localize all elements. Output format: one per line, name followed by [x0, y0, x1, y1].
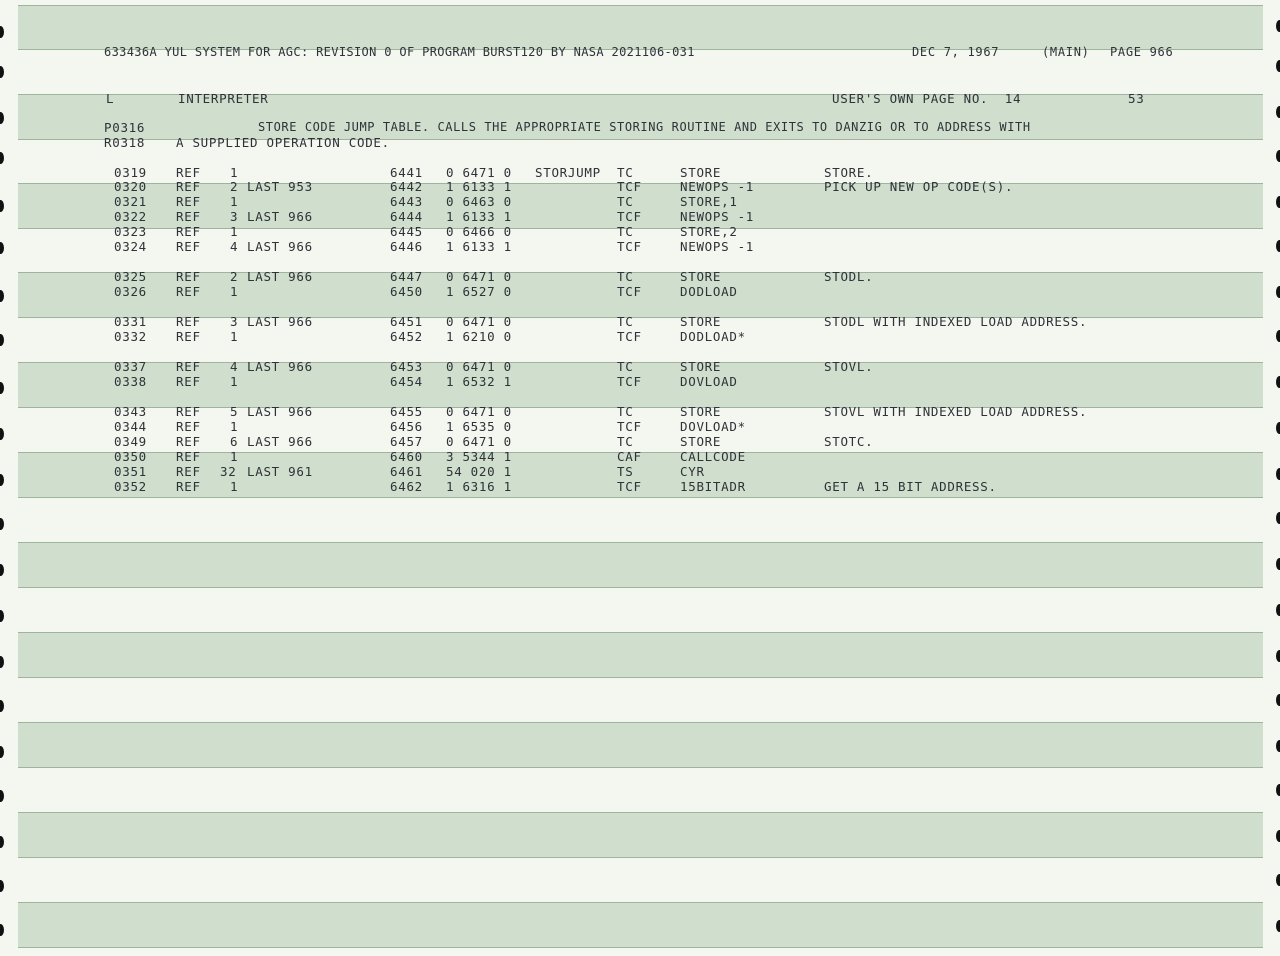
cell-comment: GET A 15 BIT ADDRESS. — [824, 479, 997, 494]
tractor-hole-icon — [1276, 196, 1280, 208]
cell-addr: 6444 — [390, 209, 423, 224]
cell-last: LAST 966 — [247, 269, 313, 284]
tractor-hole-icon — [0, 200, 4, 212]
tractor-hole-icon — [1276, 106, 1280, 118]
cell-label: STORJUMP — [535, 165, 601, 180]
cell-comment: STODL. — [824, 269, 874, 284]
cell-addr: 6452 — [390, 329, 423, 344]
cell-addr: 6456 — [390, 419, 423, 434]
tractor-hole-icon — [0, 700, 4, 712]
cell-refs: 1 — [230, 284, 239, 299]
cell-type: REF — [176, 479, 201, 494]
cell-word: 1 6532 1 — [446, 374, 512, 389]
cell-addr: 6457 — [390, 434, 423, 449]
description-text: STORE CODE JUMP TABLE. CALLS THE APPROPRIATE STORING ROUTINE AND EXITS TO DANZIG OR TO ADDRESS WITH — [258, 120, 1031, 134]
cell-refs: 1 — [230, 479, 239, 494]
cell-type: REF — [176, 269, 201, 284]
tractor-hole-icon — [0, 428, 4, 440]
tractor-hole-icon — [1276, 874, 1280, 886]
cell-last: LAST 966 — [247, 404, 313, 419]
cell-line: 0351 — [114, 464, 147, 479]
cell-op: TC — [617, 314, 634, 329]
cell-op: TC — [617, 224, 634, 239]
cell-operand: STORE — [680, 269, 722, 284]
tractor-hole-icon — [0, 610, 4, 622]
tractor-hole-icon — [0, 26, 4, 38]
cell-refs: 2 — [230, 269, 239, 284]
section-title: INTERPRETER — [178, 91, 269, 106]
cell-word: 1 6527 0 — [446, 284, 512, 299]
cell-operand: STORE — [680, 359, 722, 374]
cell-operand: STORE — [680, 404, 722, 419]
cell-type: REF — [176, 449, 201, 464]
cell-operand: NEWOPS -1 — [680, 209, 755, 224]
cell-type: REF — [176, 165, 201, 180]
cell-word: 54 020 1 — [446, 464, 512, 479]
cell-refs: 1 — [230, 374, 239, 389]
cell-op: TCF — [617, 419, 642, 434]
tractor-hole-icon — [0, 924, 4, 936]
green-band — [18, 542, 1263, 588]
cell-word: 1 6316 1 — [446, 479, 512, 494]
tractor-hole-icon — [1276, 422, 1280, 434]
cell-last: LAST 966 — [247, 434, 313, 449]
cell-line: 0344 — [114, 419, 147, 434]
tractor-hole-icon — [0, 334, 4, 346]
rule-line — [18, 497, 1263, 498]
cell-word: 0 6463 0 — [446, 194, 512, 209]
cell-operand: DOVLOAD* — [680, 419, 746, 434]
cell-refs: 2 — [230, 179, 239, 194]
cell-refs: 32 — [220, 464, 237, 479]
tractor-hole-icon — [1276, 60, 1280, 72]
tractor-hole-icon — [1276, 650, 1280, 662]
cell-comment: STOVL. — [824, 359, 874, 374]
cell-operand: DODLOAD* — [680, 329, 746, 344]
cell-op: TC — [617, 165, 634, 180]
cell-addr: 6453 — [390, 359, 423, 374]
cell-type: REF — [176, 404, 201, 419]
cell-addr: 6447 — [390, 269, 423, 284]
cell-operand: STORE — [680, 165, 722, 180]
cell-op: TCF — [617, 239, 642, 254]
listing-flag: L — [106, 91, 115, 106]
tractor-hole-icon — [0, 112, 4, 124]
cell-type: REF — [176, 329, 201, 344]
tractor-hole-icon — [0, 656, 4, 668]
rule-line — [18, 228, 1263, 229]
tractor-hole-icon — [1276, 784, 1280, 796]
cell-line: 0324 — [114, 239, 147, 254]
cell-comment: STODL WITH INDEXED LOAD ADDRESS. — [824, 314, 1088, 329]
tractor-hole-icon — [1276, 694, 1280, 706]
cell-operand: CALLCODE — [680, 449, 746, 464]
cell-refs: 3 — [230, 314, 239, 329]
tractor-hole-icon — [0, 836, 4, 848]
cell-type: REF — [176, 209, 201, 224]
cell-addr: 6460 — [390, 449, 423, 464]
cell-operand: DODLOAD — [680, 284, 738, 299]
cell-addr: 6451 — [390, 314, 423, 329]
cell-line: 0350 — [114, 449, 147, 464]
cell-type: REF — [176, 224, 201, 239]
cell-line: 0326 — [114, 284, 147, 299]
cell-refs: 1 — [230, 224, 239, 239]
page-code: 53 — [1128, 91, 1145, 106]
cell-comment: STOTC. — [824, 434, 874, 449]
cell-type: REF — [176, 179, 201, 194]
cell-line: 0319 — [114, 165, 147, 180]
cell-addr: 6450 — [390, 284, 423, 299]
cell-refs: 6 — [230, 434, 239, 449]
tractor-hole-icon — [1276, 240, 1280, 252]
cell-type: REF — [176, 464, 201, 479]
cell-type: REF — [176, 434, 201, 449]
cell-type: REF — [176, 419, 201, 434]
cell-word: 0 6471 0 — [446, 165, 512, 180]
cell-word: 1 6210 0 — [446, 329, 512, 344]
tractor-hole-icon — [1276, 604, 1280, 616]
green-band — [18, 5, 1263, 50]
tractor-hole-icon — [1276, 558, 1280, 570]
cell-word: 0 6471 0 — [446, 404, 512, 419]
green-band — [18, 722, 1263, 768]
cell-op: TCF — [617, 374, 642, 389]
cell-operand: NEWOPS -1 — [680, 179, 755, 194]
cell-operand: DOVLOAD — [680, 374, 738, 389]
cell-addr: 6442 — [390, 179, 423, 194]
program-header: 633436A YUL SYSTEM FOR AGC: REVISION 0 OF PROGRAM BURST120 BY NASA 2021106-031 — [104, 45, 695, 59]
cell-word: 1 6535 0 — [446, 419, 512, 434]
cell-word: 0 6471 0 — [446, 314, 512, 329]
cell-refs: 1 — [230, 329, 239, 344]
cell-refs: 1 — [230, 194, 239, 209]
cell-comment: STORE. — [824, 165, 874, 180]
cell-op: TS — [617, 464, 634, 479]
cell-op: TCF — [617, 284, 642, 299]
cell-addr: 6446 — [390, 239, 423, 254]
cell-line: 0332 — [114, 329, 147, 344]
cell-op: TCF — [617, 179, 642, 194]
cell-addr: 6443 — [390, 194, 423, 209]
cell-word: 3 5344 1 — [446, 449, 512, 464]
cell-line: 0323 — [114, 224, 147, 239]
cell-type: REF — [176, 359, 201, 374]
green-band — [18, 902, 1263, 948]
green-band — [18, 632, 1263, 678]
cell-word: 0 6471 0 — [446, 359, 512, 374]
cell-line: 0337 — [114, 359, 147, 374]
tractor-hole-icon — [0, 152, 4, 164]
rule-line — [18, 587, 1263, 588]
cell-op: TCF — [617, 479, 642, 494]
cell-word: 0 6471 0 — [446, 269, 512, 284]
tractor-hole-icon — [0, 746, 4, 758]
page-number: PAGE 966 — [1110, 45, 1174, 59]
cell-type: REF — [176, 374, 201, 389]
cell-word: 0 6466 0 — [446, 224, 512, 239]
tractor-hole-icon — [1276, 830, 1280, 842]
main-tag: (MAIN) — [1042, 45, 1090, 59]
cell-last: LAST 966 — [247, 314, 313, 329]
cell-last: LAST 966 — [247, 359, 313, 374]
cell-refs: 1 — [230, 449, 239, 464]
cell-line: 0321 — [114, 194, 147, 209]
cell-op: TC — [617, 404, 634, 419]
cell-comment: PICK UP NEW OP CODE(S). — [824, 179, 1014, 194]
cell-operand: NEWOPS -1 — [680, 239, 755, 254]
tractor-hole-icon — [0, 880, 4, 892]
tractor-hole-icon — [1276, 468, 1280, 480]
tractor-hole-icon — [1276, 150, 1280, 162]
cell-addr: 6454 — [390, 374, 423, 389]
description-line-number: P0316 — [104, 120, 146, 135]
cell-type: REF — [176, 194, 201, 209]
tractor-hole-icon — [0, 66, 4, 78]
tractor-hole-icon — [0, 290, 4, 302]
cell-op: TC — [617, 434, 634, 449]
cell-refs: 4 — [230, 239, 239, 254]
cell-op: TCF — [617, 209, 642, 224]
tractor-hole-icon — [0, 790, 4, 802]
tractor-hole-icon — [0, 242, 4, 254]
cell-last: LAST 966 — [247, 239, 313, 254]
cell-line: 0352 — [114, 479, 147, 494]
cell-last: LAST 961 — [247, 464, 313, 479]
cell-addr: 6455 — [390, 404, 423, 419]
cell-line: 0331 — [114, 314, 147, 329]
cell-line: 0325 — [114, 269, 147, 284]
cell-operand: CYR — [680, 464, 705, 479]
tractor-hole-icon — [0, 474, 4, 486]
cell-last: LAST 966 — [247, 209, 313, 224]
cell-operand: STORE — [680, 314, 722, 329]
cell-op: TCF — [617, 329, 642, 344]
green-band — [18, 812, 1263, 858]
rule-line — [18, 677, 1263, 678]
tractor-hole-icon — [1276, 920, 1280, 932]
cell-line: 0349 — [114, 434, 147, 449]
cell-addr: 6445 — [390, 224, 423, 239]
rule-line — [18, 767, 1263, 768]
cell-op: TC — [617, 194, 634, 209]
cell-word: 1 6133 1 — [446, 239, 512, 254]
cell-type: REF — [176, 314, 201, 329]
tractor-hole-icon — [1276, 286, 1280, 298]
cell-refs: 4 — [230, 359, 239, 374]
cell-addr: 6462 — [390, 479, 423, 494]
tractor-hole-icon — [0, 382, 4, 394]
cell-addr: 6441 — [390, 165, 423, 180]
tractor-hole-icon — [0, 518, 4, 530]
cell-line: 0343 — [114, 404, 147, 419]
cell-operand: STORE,1 — [680, 194, 738, 209]
cell-refs: 1 — [230, 165, 239, 180]
cell-line: 0320 — [114, 179, 147, 194]
cell-word: 1 6133 1 — [446, 179, 512, 194]
tractor-hole-icon — [1276, 330, 1280, 342]
tractor-hole-icon — [0, 564, 4, 576]
rule-line — [18, 857, 1263, 858]
tractor-hole-icon — [1276, 20, 1280, 32]
tractor-hole-icon — [1276, 376, 1280, 388]
cell-word: 0 6471 0 — [446, 434, 512, 449]
rule-line — [18, 947, 1263, 948]
cell-operand: STORE,2 — [680, 224, 738, 239]
cell-line: 0322 — [114, 209, 147, 224]
cell-operand: 15BITADR — [680, 479, 746, 494]
cell-word: 1 6133 1 — [446, 209, 512, 224]
cell-line: 0338 — [114, 374, 147, 389]
cell-refs: 3 — [230, 209, 239, 224]
cell-comment: STOVL WITH INDEXED LOAD ADDRESS. — [824, 404, 1088, 419]
tractor-hole-icon — [1276, 512, 1280, 524]
print-date: DEC 7, 1967 — [912, 45, 1000, 59]
tractor-hole-icon — [1276, 740, 1280, 752]
cell-op: CAF — [617, 449, 642, 464]
description-line-number: R0318 — [104, 135, 146, 150]
cell-type: REF — [176, 239, 201, 254]
cell-addr: 6461 — [390, 464, 423, 479]
cell-op: TC — [617, 359, 634, 374]
cell-op: TC — [617, 269, 634, 284]
description-text: A SUPPLIED OPERATION CODE. — [176, 135, 390, 150]
cell-type: REF — [176, 284, 201, 299]
cell-operand: STORE — [680, 434, 722, 449]
cell-last: LAST 953 — [247, 179, 313, 194]
cell-refs: 1 — [230, 419, 239, 434]
cell-refs: 5 — [230, 404, 239, 419]
user-page-number: USER'S OWN PAGE NO. 14 — [832, 91, 1022, 106]
